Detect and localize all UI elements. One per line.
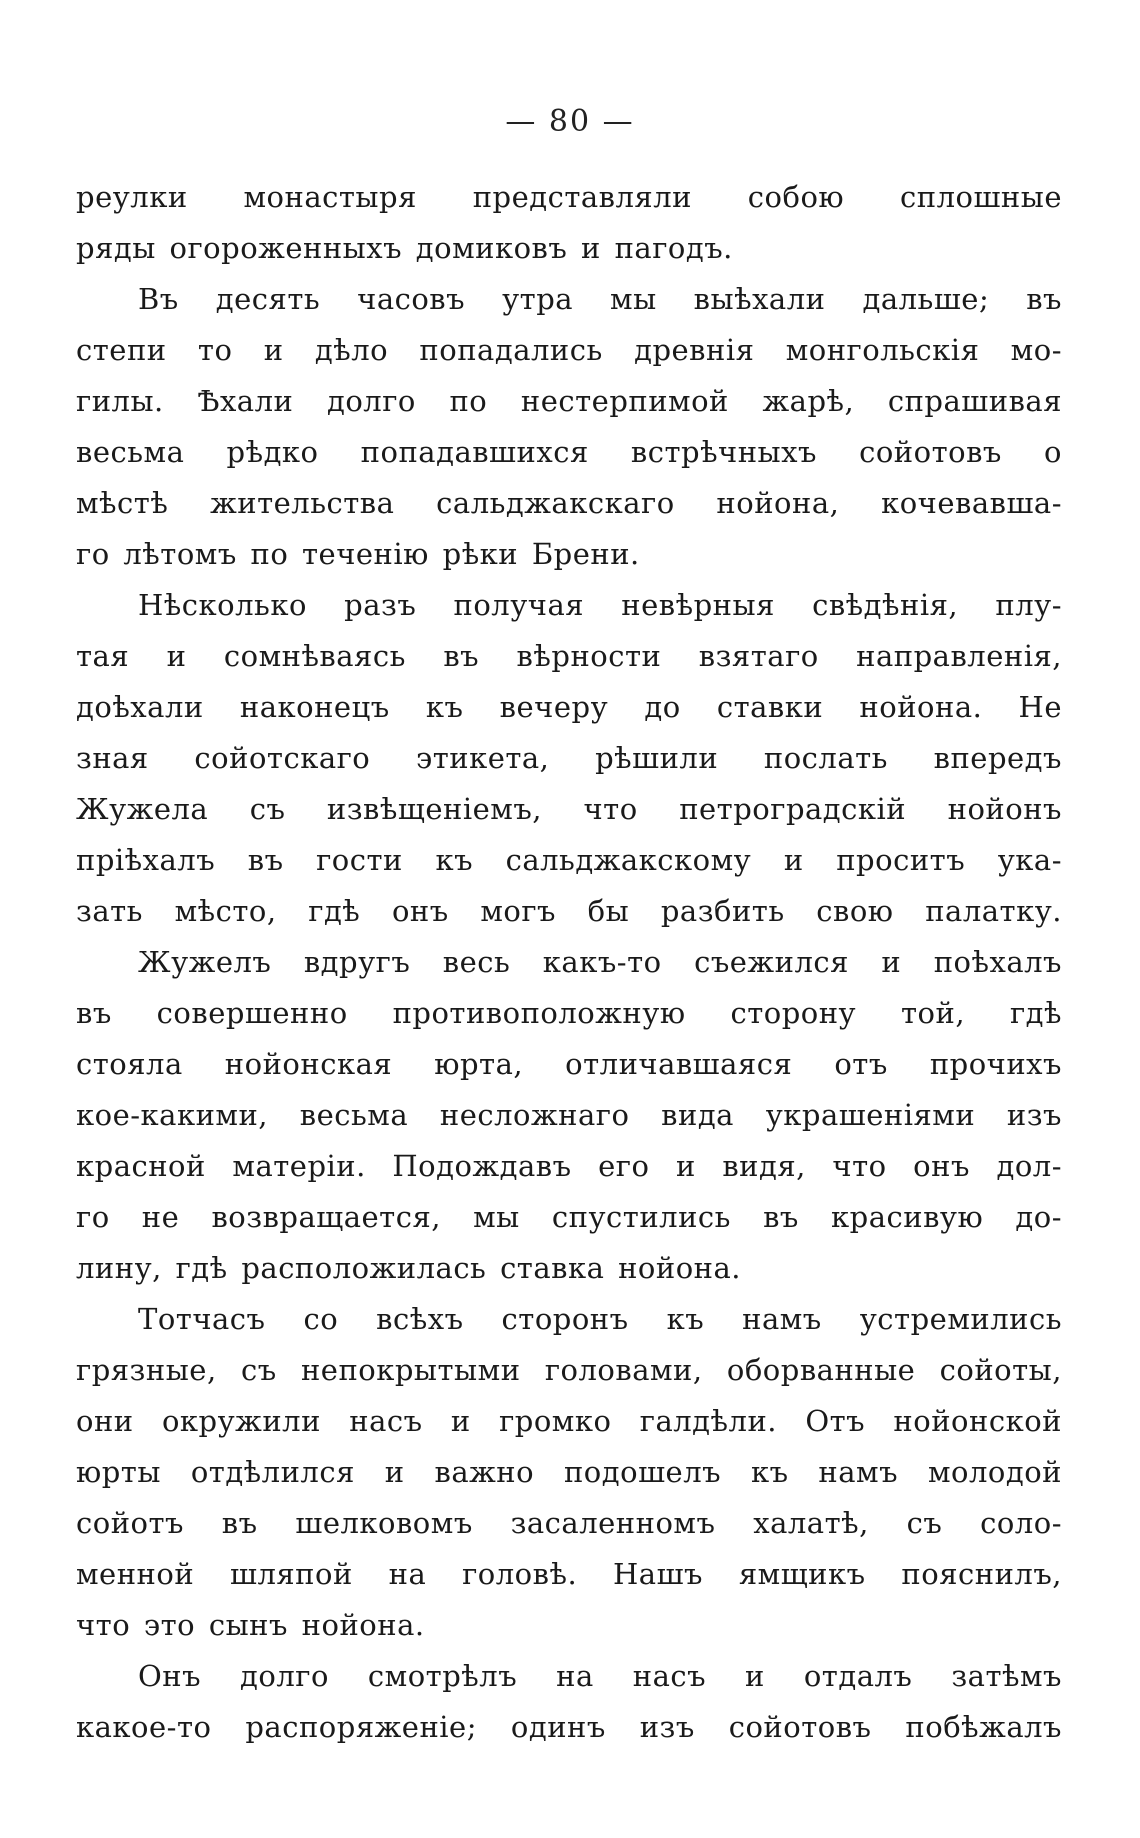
text-line: юрты отдѣлился и важно подошелъ къ намъ молодой: [76, 1455, 1062, 1489]
text-line: гилы. Ѣхали долго по нестерпимой жарѣ, спрашивая: [76, 384, 1062, 418]
paragraph-first-line: Онъ долго смотрѣлъ на насъ и отдалъ затѣмъ: [138, 1659, 1062, 1693]
page-number: — 80 —: [505, 104, 635, 139]
text-line: кое-какими, весьма несложнаго вида украшеніями изъ: [76, 1098, 1062, 1132]
text-line: они окружили насъ и громко галдѣли. Отъ нойонской: [76, 1404, 1062, 1438]
text-line: менной шляпой на головѣ. Нашъ ямщикъ пояснилъ,: [76, 1557, 1062, 1591]
text-line: Жужела съ извѣщеніемъ, что петроградскій нойонъ: [76, 792, 1062, 826]
text-line: сойотъ въ шелковомъ засаленномъ халатѣ, съ соло-: [76, 1506, 1062, 1540]
text-line: го не возвращается, мы спустились въ красивую до-: [76, 1200, 1062, 1234]
text-line: что это сынъ нойона.: [76, 1608, 425, 1642]
text-line: какое-то распоряженіе; одинъ изъ сойотовъ побѣжалъ: [76, 1710, 1062, 1744]
text-line: лину, гдѣ расположилась ставка нойона.: [76, 1251, 742, 1285]
text-line: грязные, съ непокрытыми головами, оборванные сойоты,: [76, 1353, 1062, 1387]
paragraph-first-line: Тотчасъ со всѣхъ сторонъ къ намъ устремились: [138, 1302, 1062, 1336]
text-line: доѣхали наконецъ къ вечеру до ставки нойона. Не: [76, 690, 1062, 724]
text-line: зная сойотскаго этикета, рѣшили послать впередъ: [76, 741, 1062, 775]
paragraph-first-line: Въ десять часовъ утра мы выѣхали дальше; въ: [138, 282, 1062, 316]
text-line: пріѣхалъ въ гости къ сальджакскому и проситъ ука-: [76, 843, 1062, 877]
text-line: степи то и дѣло попадались древнія монгольскія мо-: [76, 333, 1062, 367]
text-line: ряды огороженныхъ домиковъ и пагодъ.: [76, 231, 733, 265]
text-line: реулки монастыря представляли собою сплошные: [76, 180, 1062, 214]
text-line: зать мѣсто, гдѣ онъ могъ бы разбить свою палатку.: [76, 894, 1062, 928]
text-line: въ совершенно противоположную сторону той, гдѣ: [76, 996, 1062, 1030]
paragraph-first-line: Нѣсколько разъ получая невѣрныя свѣдѣнія, плу-: [138, 588, 1062, 622]
text-line: весьма рѣдко попадавшихся встрѣчныхъ сойотовъ о: [76, 435, 1062, 469]
text-line: красной матеріи. Подождавъ его и видя, что онъ дол-: [76, 1149, 1062, 1183]
body-text: [76, 172, 1062, 1753]
text-line: го лѣтомъ по теченію рѣки Брени.: [76, 537, 640, 571]
paragraph-first-line: Жужелъ вдругъ весь какъ-то съежился и поѣхалъ: [138, 945, 1062, 979]
text-line: тая и сомнѣваясь въ вѣрности взятаго направленія,: [76, 639, 1062, 673]
text-line: мѣстѣ жительства сальджакскаго нойона, кочевавша-: [76, 486, 1062, 520]
text-line: стояла нойонская юрта, отличавшаяся отъ прочихъ: [76, 1047, 1062, 1081]
